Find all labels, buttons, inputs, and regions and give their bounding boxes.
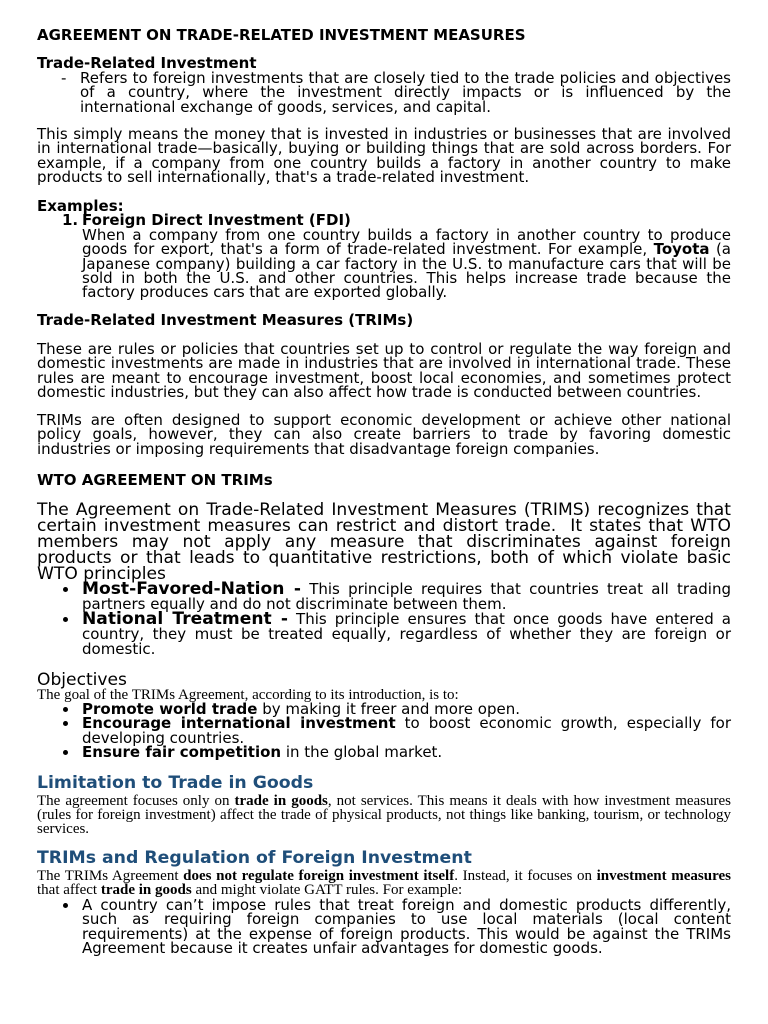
bullet-icon [63, 750, 68, 755]
principle-text: This principle ensures that once goods have entered a country, they must be treated equally, regardless of whether they are foreign or domestic. [82, 610, 731, 658]
objective-item [82, 716, 731, 745]
regulation-example-item [82, 898, 731, 955]
regulation-bold: investment measures [596, 868, 731, 884]
dash-marker: - [61, 69, 67, 87]
definition-text: Refers to foreign investments that are closely tied to the trade policies and objectives of a country, where the investment directly impacts or is influenced by the international exchange of goods, services, and capital. [80, 69, 731, 116]
principle-term: Most-Favored-Nation - [82, 579, 301, 599]
section-heading-trims: Trade-Related Investment Measures (TRIMs) [37, 311, 414, 329]
objectives-list [37, 702, 731, 759]
regulation-text: The TRIMs Agreement [37, 868, 184, 884]
wto-intro-paragraph: The Agreement on Trade-Related Investment Measures (TRIMS) recognizes that certain investment measures can restrict and distort trade. It states that WTO members may not apply any measure that discriminates against foreign products or that leads to quantitative restrictions, both of which violate basic WTO principles [37, 500, 737, 584]
regulation-text: that affect [37, 882, 101, 898]
section-heading-trade-related-investment: Trade-Related Investment [37, 54, 257, 72]
example-item-title: Foreign Direct Investment (FDI) [82, 211, 351, 229]
regulation-paragraph [37, 869, 731, 897]
definition-list [37, 71, 731, 114]
objective-item [82, 742, 731, 761]
limitation-text: , not services. This means it deals with how investment measures (rules for foreign investment) affect the trade of physical products, not things like banking, tourism, or technology services. [37, 793, 732, 837]
example-body-text: When a company from one country builds a factory in another country to produce goods for export, that's a form of trade-related investment. For example, [82, 226, 731, 259]
limitation-text: The agreement focuses only on [37, 793, 235, 809]
principles-list [37, 579, 731, 658]
bullet-icon [63, 903, 68, 908]
examples-heading: Examples: [37, 197, 124, 215]
bullet-icon [63, 617, 68, 622]
trims-paragraph-1: These are rules or policies that countries set up to control or regulate the way foreign and domestic investments are made in industries that are involved in international trade. These rules are meant to encourage investment, boost local economies, and sometimes protect domestic industries, but they can also affect how trade is conducted between countries. [37, 340, 731, 401]
regulation-text: and might violate GATT rules. For example: [191, 882, 463, 898]
regulation-bold: trade in goods [100, 882, 192, 898]
objective-bold: Promote world trade [82, 700, 258, 718]
example-body-text: (a Japanese company) building a car factory in the U.S. to manufacture cars that will be sold in both the U.S. and other countries. This helps increase trade because the factory produces cars that are exported globally. [82, 240, 732, 302]
principle-text: This principle requires that countries treat all trading partners equally and do not discriminate between them. [82, 580, 731, 613]
bullet-icon [63, 587, 68, 592]
bullet-icon [63, 707, 68, 712]
principle-item [82, 579, 731, 613]
example-body-bold: Toyota [653, 240, 710, 259]
objectives-heading: Objectives [37, 670, 127, 690]
objective-text: to boost economic growth, especially for developing countries. [82, 714, 731, 747]
regulation-heading: TRIMs and Regulation of Foreign Investment [37, 848, 472, 868]
section-heading-wto-agreement: WTO AGREEMENT ON TRIMs [37, 471, 273, 489]
trims-paragraph-2: TRIMs are often designed to support economic development or achieve other national policy goals, however, they can also create barriers to trade by favoring domestic industries or imposing requirements that disadvantage foreign companies. [37, 411, 731, 458]
definition-item [61, 69, 731, 116]
regulation-text: . Instead, it focuses on [454, 868, 597, 884]
objectives-intro: The goal of the TRIMs Agreement, according to its introduction, is to: [37, 687, 459, 703]
explanation-paragraph: This simply means the money that is invested in industries or businesses that are involved in international trade—basically, buying or building things that are sold across borders. For example, if a company from one country builds a factory in another country to make products to sell internationally, that's a trade-related investment. [37, 125, 731, 186]
regulation-example-list [37, 898, 731, 955]
list-number: 1. [62, 211, 79, 229]
objective-text: by making it freer and more open. [257, 700, 520, 718]
principle-term: National Treatment - [82, 609, 288, 629]
objective-bold: Ensure fair competition [82, 742, 282, 761]
regulation-example-text: A country can’t impose rules that treat foreign and domestic products differently, such as requiring foreign companies to use local materials (local content requirements) at the expense of foreign products. This would be against the TRIMs Agreement because it creates unfair advantages for domestic goods. [82, 896, 731, 957]
limitation-heading: Limitation to Trade in Goods [37, 773, 314, 793]
example-item-body-block [37, 226, 732, 302]
document-title: AGREEMENT ON TRADE-RELATED INVESTMENT MEASURES [37, 26, 526, 44]
objective-text: in the global market. [281, 742, 443, 761]
regulation-bold: does not regulate foreign investment itself [183, 868, 455, 884]
example-item-body [82, 226, 732, 302]
limitation-paragraph [37, 794, 731, 836]
limitation-bold: trade in goods [234, 793, 328, 809]
bullet-icon [63, 721, 68, 726]
principle-item [82, 609, 731, 658]
objective-bold: Encourage international investment [82, 714, 396, 733]
